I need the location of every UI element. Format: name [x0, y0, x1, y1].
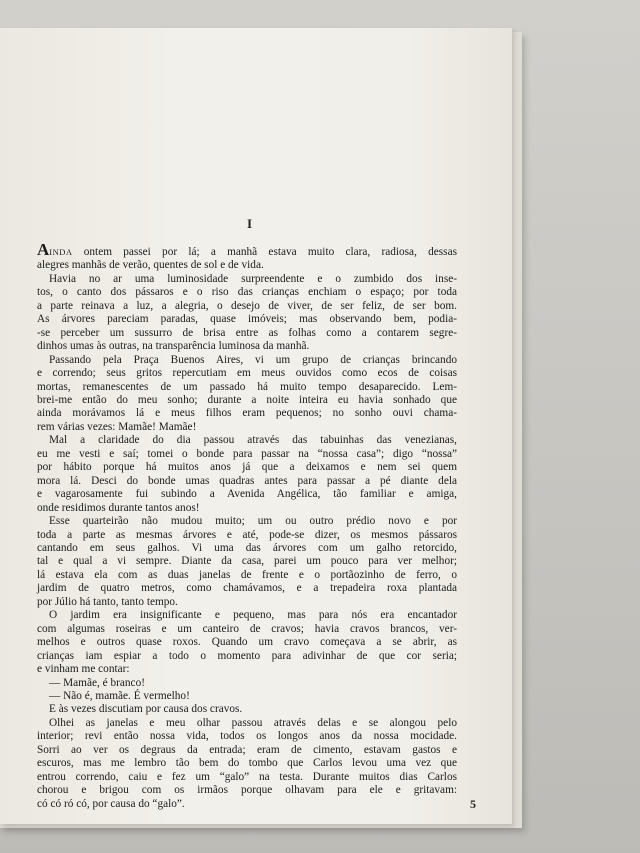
text-line: e vagarosamente fui subindo a Avenida Angélica, tão familiar e amiga, — [37, 488, 457, 501]
text-line: Esse quarteirão não mudou muito; um ou outro prédio novo e por — [49, 515, 457, 528]
text-line: Mal a claridade do dia passou através das tabuinhas das venezianas, — [49, 434, 457, 447]
text-line: a parte reinava a luz, a alegria, o desejo de viver, de ser feliz, de ser bom. — [37, 299, 457, 312]
text-line: entrou correndo, caiu e fez um “galo” na testa. Durante muitos dias Carlos — [37, 770, 457, 783]
text-line: melhos e outros quase roxos. Quando um cravo começava a se abrir, as — [37, 636, 457, 649]
text-line: interior; revi então nossa vida, todos os longos anos da nossa mocidade. — [37, 730, 457, 743]
text-line: tal e qual a vi sempre. Diante da casa, parei um pouco para ver melhor; — [37, 555, 457, 568]
text-line: — Não é, mamãe. É vermelho! — [49, 689, 190, 702]
chapter-number: I — [247, 216, 253, 231]
text-line: Passando pela Praça Buenos Aires, vi um grupo de crianças brincando — [49, 353, 457, 366]
book-page — [0, 28, 512, 824]
text-line: lá estava ela com as duas janelas de frente e o portãozinho de ferro, o — [37, 568, 457, 581]
text-line: có có ró có, por causa do “galo”. — [37, 797, 185, 810]
text-line: alegres manhãs de verão, quentes de sol e de vida. — [37, 259, 264, 272]
text-line: Havia no ar uma luminosidade surpreendente e o zumbido dos inse- — [49, 272, 457, 285]
text-line: E às vezes discutiam por causa dos cravos. — [49, 703, 243, 716]
text-line: onde residimos durante tantos anos! — [37, 501, 200, 514]
text-line: -se perceber um sussurro de brisa entre as folhas como a contarem segre- — [37, 326, 457, 339]
text-line: toda a parte as mesmas árvores e até, pode-se dizer, os mesmos pássaros — [37, 528, 457, 541]
text-line: — Mamãe, é branco! — [49, 676, 145, 689]
text-line: tos, o canto dos pássaros e o riso das crianças enchiam o espaço; por toda — [37, 286, 457, 299]
text-line: O jardim era insignificante e pequeno, mas para nós era encantador — [49, 609, 457, 622]
text-line: mora lá. Desci do bonde umas quadras antes para passar a pé diante dela — [37, 474, 457, 487]
paragraphs-container — [37, 273, 457, 811]
text-line: escuros, mas me lembro tão bem do tombo que Carlos levou uma vez que — [37, 757, 457, 770]
text-line: crianças iam espiar a todo o momento para adivinhar de que cor seria; — [37, 649, 457, 662]
text-line: e correndo; seus gritos repercutiam em meus ouvidos como ecos de coisas — [37, 367, 457, 380]
text-line: Sorri ao ver os degraus da entrada; eram de cimento, estavam gastos e — [37, 743, 457, 756]
paragraph — [37, 240, 457, 273]
text-line: chorou e brigou com os irmãos porque olhavam para ele e gritavam: — [37, 784, 457, 797]
text-line: cantando em seus galhos. Vi uma das árvores com um galho retorcido, — [37, 541, 457, 554]
text-line: e vinham me contar: — [37, 663, 130, 676]
page-number: 5 — [470, 797, 476, 811]
text-line: AINDA ontem passei por lá; a manhã estava muito clara, radiosa, dessas — [37, 240, 457, 259]
text-line: rem várias vezes: Mamãe! Mamãe! — [37, 420, 197, 433]
text-line: por Júlio há tanto, tanto tempo. — [37, 595, 178, 608]
body-text — [37, 240, 457, 811]
text-line: por hábito porque há muitos anos já que a deixamos e nem sei quem — [37, 461, 457, 474]
text-line: mortas, remanescentes de um passado há muito tempo desaparecido. Lem- — [37, 380, 457, 393]
text-line: Olhei as janelas e meu olhar passou através delas e se alongou pelo — [49, 716, 457, 729]
text-line: brei-me então do meu sonho; durante a noite inteira eu havia sonhado que — [37, 393, 457, 406]
drop-cap: A — [37, 240, 50, 259]
text-line: ainda morávamos lá e meus filhos eram pequenos; no sonho ouvi chama- — [37, 407, 457, 420]
text-line: eu me vesti e saí; tomei o bonde para passar na “nossa casa”; digo “nossa” — [37, 447, 457, 460]
text-line: dinhos umas às outras, na transparência luminosa da manhã. — [37, 340, 310, 353]
text-line: As árvores pareciam paradas, quase imóveis; mas observando bem, podia- — [37, 313, 457, 326]
text-line: jardim de quatro metros, como chamávamos, e a trepadeira roxa plantada — [37, 582, 457, 595]
opening-word: INDA — [49, 247, 73, 257]
text-line: com algumas roseiras e um canteiro de cravos; havia cravos brancos, ver- — [37, 622, 457, 635]
